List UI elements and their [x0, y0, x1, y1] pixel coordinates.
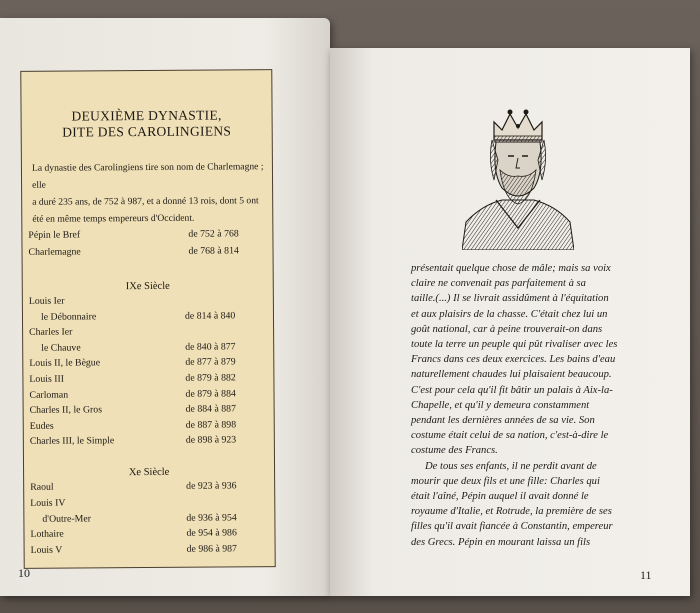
reign-dates: de 884 à 887: [185, 403, 237, 415]
dynasty-intro: [32, 158, 266, 228]
king-name: Lothaire: [30, 528, 64, 541]
king-name: Charles II, le Gros: [29, 404, 103, 417]
king-portrait-icon: [462, 100, 574, 250]
king-name: Carloman: [29, 389, 69, 401]
king-name: Pépin le Bref: [28, 229, 81, 241]
body-text-line: présentait quelque chose de mâle; mais sa voix: [411, 263, 611, 274]
body-text-line: costume des Francs.: [411, 445, 498, 457]
king-name: Louis Ier: [28, 295, 65, 307]
body-text-line: C'est pour cela qu'il fit bâtir un palais à Aix-la-: [411, 384, 613, 396]
body-text-line: des Grecs. Pépin en mourant laissa un fils: [411, 536, 591, 548]
body-text-line: claire ne convenait pas parfaitement à sa: [411, 278, 586, 290]
king-name: Louis IV: [30, 497, 66, 509]
ninth-century-heading: IXe Siècle: [125, 280, 170, 293]
king-name: Louis V: [30, 544, 63, 557]
tenth-century-heading: Xe Siècle: [128, 466, 170, 479]
left-page-number: 10: [18, 566, 30, 580]
reign-dates: de 923 à 936: [186, 480, 237, 492]
body-text-line: royaume d'Italie, et Rotrude, la première de ses: [411, 506, 612, 518]
intro-line: La dynastie des Carolingiens tire son nom de Charlemagne ; elle: [31, 161, 264, 191]
king-name: d'Outre-Mer: [42, 512, 91, 525]
body-text-line: Chapelle, et qu'il y demeura constamment: [411, 399, 590, 411]
king-name: le Débonnaire: [40, 310, 97, 323]
intro-line: a duré 235 ans, de 752 à 987, et a donné 13 rois, dont 5 ont: [32, 195, 259, 208]
king-name: Louis II, le Bègue: [29, 357, 101, 370]
body-text-line: goût national, car à peine trouverait-on dans: [411, 323, 603, 335]
body-text-line: Francs dans ces deux exercices. Les bains d'eau: [411, 354, 616, 366]
body-text-line: mourir que deux fils et une fille: Charles qui: [411, 475, 600, 487]
reign-dates: de 814 à 840: [184, 309, 236, 322]
reign-dates: de 887 à 898: [185, 419, 237, 431]
reign-dates: de 879 à 884: [185, 387, 236, 400]
reign-dates: de 840 à 877: [185, 341, 236, 353]
king-name: Charles III, le Simple: [29, 435, 115, 448]
reign-dates: de 898 à 923: [185, 434, 237, 447]
right-page-number: 11: [640, 568, 652, 582]
reign-dates: de 879 à 882: [185, 372, 236, 384]
body-text-line: filles qu'il avait fiancée à Constantin, empereur: [411, 521, 613, 533]
body-text-line: naturellement chaudes lui plaisaient beaucoup.: [411, 369, 612, 381]
reign-dates: de 986 à 987: [186, 543, 237, 555]
reign-dates: de 877 à 879: [185, 356, 236, 369]
king-name: Raoul: [30, 481, 54, 493]
reign-dates: de 752 à 768: [188, 228, 239, 240]
reign-dates: de 954 à 986: [186, 527, 237, 540]
dynasty-title-line1: DEUXIÈME DYNASTIE,: [71, 107, 222, 124]
body-text-line: et aux plaisirs de la chasse. C'était chez lui un: [411, 308, 608, 320]
king-name: Louis III: [29, 373, 65, 385]
reign-dates: de 768 à 814: [188, 245, 239, 257]
body-text-line: pendant les dernières années de sa vie. Son: [411, 415, 595, 426]
dynasty-title-line2: DITE DES CAROLINGIENS: [62, 123, 232, 140]
intro-line: été en même temps empereurs d'Occident.: [32, 212, 195, 225]
body-text-line: costume était celui de sa nation, c'est-à-dire le: [411, 430, 609, 442]
left-page: [0, 18, 330, 596]
king-name: Charles Ier: [29, 326, 73, 339]
body-text-line: taille.(...) Il se livrait assidûment à l'équitation: [411, 293, 609, 305]
body-text-line: toute la terre un peuple qui pût rivaliser avec les: [411, 339, 618, 350]
body-text-line: De tous ses enfants, il ne perdit avant de: [425, 460, 597, 472]
king-name: Charlemagne: [28, 246, 81, 258]
king-name: Eudes: [29, 420, 54, 432]
king-name: le Chauve: [41, 342, 81, 354]
body-text-line: était l'aîné, Pépin auquel il avait donné le: [411, 491, 589, 502]
reign-dates: de 936 à 954: [186, 511, 237, 524]
dynasty-box: [20, 69, 275, 569]
